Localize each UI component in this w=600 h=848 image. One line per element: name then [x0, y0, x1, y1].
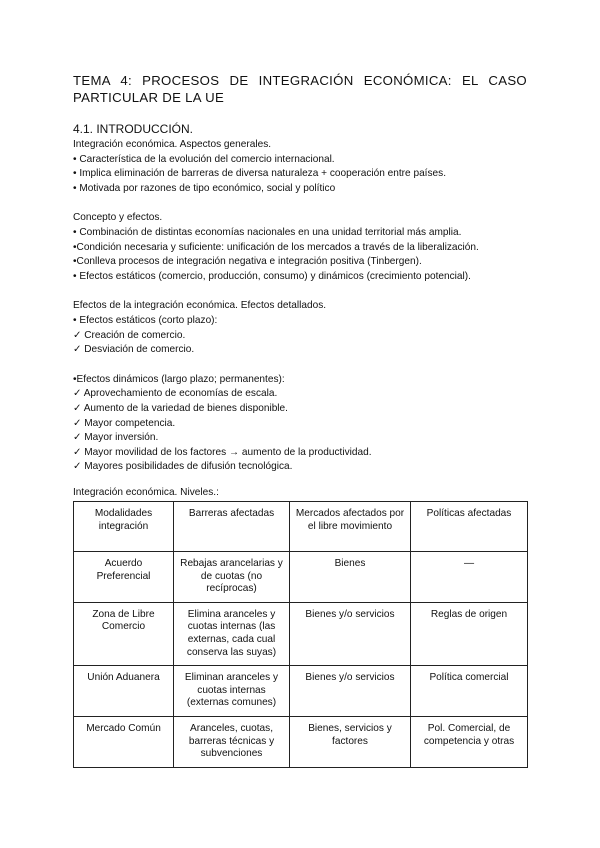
table-cell: — [411, 552, 528, 603]
table-cell: Bienes y/o servicios [290, 602, 411, 665]
block-heading: Efectos de la integración económica. Efectos detallados. [73, 300, 327, 312]
table-row [74, 666, 528, 717]
table-header-cell: Mercados afectados por el libre movimiento [290, 502, 411, 552]
table-header-cell: Modalidades integración [74, 502, 174, 552]
list-item: • Efectos estáticos (corto plazo): [73, 314, 218, 326]
table-header-cell: Políticas afectadas [411, 502, 528, 552]
block-efectos-estaticos [73, 299, 533, 357]
block-aspectos-generales [73, 138, 533, 196]
table-cell: Unión Aduanera [74, 666, 174, 717]
list-item: ✓ Mayor competencia. [73, 417, 176, 429]
table-row [74, 716, 528, 767]
list-item: ✓ Creación de comercio. [73, 329, 186, 341]
list-item: ✓ Mayor inversión. [73, 432, 159, 444]
list-item: ✓ Desviación de comercio. [73, 344, 195, 356]
table-cell: Bienes y/o servicios [290, 666, 411, 717]
table-cell: Acuerdo Preferencial [74, 552, 174, 603]
table-header-cell: Barreras afectadas [174, 502, 290, 552]
list-item: ✓ Mayor movilidad de los factores → aumento de la productividad. [73, 446, 372, 458]
title-line-1: TEMA 4: PROCESOS DE INTEGRACIÓN ECONÓMICA: EL CASO [73, 73, 527, 88]
list-item: • Característica de la evolución del comercio internacional. [73, 153, 335, 165]
table-header-row [74, 502, 528, 552]
table-cell: Reglas de origen [411, 602, 528, 665]
list-item: •Condición necesaria y suficiente: unificación de los mercados a través de la liberalización. [73, 241, 479, 253]
table-cell: Política comercial [411, 666, 528, 717]
niveles-table [73, 501, 528, 768]
list-item: ✓ Aumento de la variedad de bienes disponible. [73, 402, 288, 414]
table-cell: Aranceles, cuotas, barreras técnicas y subvenciones [174, 716, 290, 767]
table-cell: Zona de Libre Comercio [74, 602, 174, 665]
table-cell: Mercado Común [74, 716, 174, 767]
list-item: • Efectos estáticos (comercio, producción, consumo) y dinámicos (crecimiento potencial). [73, 270, 471, 282]
table-caption: Integración económica. Niveles.: [73, 487, 219, 498]
list-item: • Motivada por razones de tipo económico, social y político [73, 182, 336, 194]
table-row [74, 552, 528, 603]
block-efectos-dinamicos [73, 373, 533, 475]
table-cell: Bienes, servicios y factores [290, 716, 411, 767]
list-item: • Implica eliminación de barreras de diversa naturaleza + cooperación entre países. [73, 168, 447, 180]
list-item: ✓ Mayores posibilidades de difusión tecnológica. [73, 461, 293, 473]
block-heading: Concepto y efectos. [73, 212, 163, 224]
document-body [73, 122, 533, 475]
section-heading: 4.1. INTRODUCCIÓN. [73, 122, 194, 136]
document-title [73, 72, 527, 106]
table-cell: Eliminan aranceles y cuotas internas (externas comunes) [174, 666, 290, 717]
list-item: • Combinación de distintas economías nacionales en una unidad territorial más amplia. [73, 226, 462, 238]
table-row [74, 602, 528, 665]
title-line-2: PARTICULAR DE LA UE [73, 90, 225, 105]
table-cell: Rebajas arancelarias y de cuotas (no recíprocas) [174, 552, 290, 603]
table-cell: Elimina aranceles y cuotas internas (las externas, cada cual conserva las suyas) [174, 602, 290, 665]
list-item: ✓ Aprovechamiento de economías de escala. [73, 388, 278, 400]
table-cell: Bienes [290, 552, 411, 603]
table-cell: Pol. Comercial, de competencia y otras [411, 716, 528, 767]
block-heading: Integración económica. Aspectos generales. [73, 139, 272, 150]
list-item: •Conlleva procesos de integración negativa e integración positiva (Tinbergen). [73, 256, 422, 268]
block-concepto-efectos [73, 211, 533, 284]
block-heading: •Efectos dinámicos (largo plazo; permanentes): [73, 373, 285, 385]
